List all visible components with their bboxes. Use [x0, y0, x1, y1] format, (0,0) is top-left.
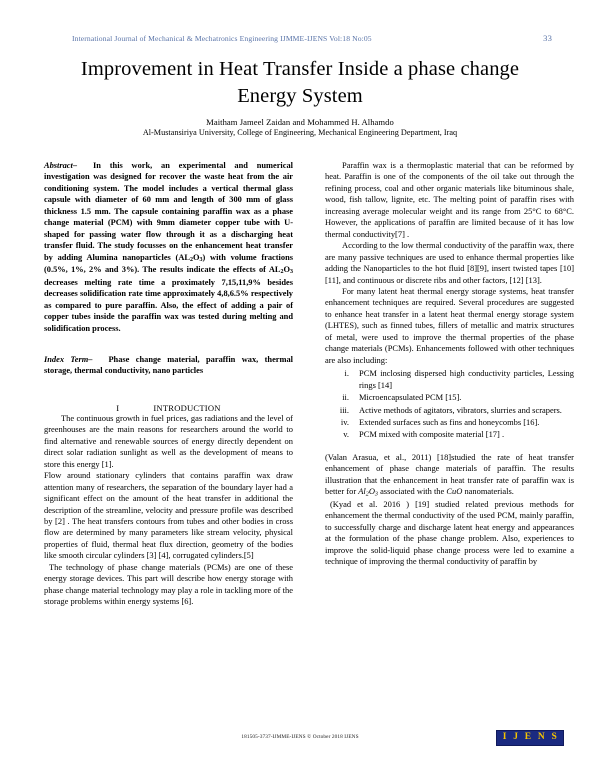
formula-cuo: CuO — [446, 486, 463, 497]
list-marker: ii. — [342, 392, 349, 403]
intro-paragraph-2: Flow around stationary cylinders that contains paraffin wax draw attention many of researchers, the separation of the boundary layer had a significant effect on the amount of the heat transfer in additional the description of the streamline, velocity and pressure profile was described by [2] . The heat transfers contours from tubes and other bodies in cross flow are determined by many parameters like stream velocity, physical properties of fluid, thermal heat flux direction, geometry of the bodies like smooth circular cylinders [3] [4], corrugated cylinders.[5] — [44, 470, 293, 561]
enhancement-techniques-list — [325, 368, 574, 441]
list-marker: i. — [344, 368, 349, 379]
list-item — [325, 392, 574, 403]
ijens-logo: I J E N S — [496, 730, 564, 746]
abstract-text-o2: O — [283, 265, 290, 275]
section-number: I — [116, 402, 120, 413]
intro-paragraph-3: The technology of phase change materials (PCMs) are one of these energy storage devices. This part will describe how energy storage with phase change material technology may play a role in tackling more of the storage problems within energy systems [6]. — [44, 561, 293, 607]
list-text: Active methods of agitators, vibrators, slurries and scrapers. — [359, 404, 562, 415]
body-columns — [44, 160, 574, 724]
abstract-text-c: decreases melting rate time a proximately 7,15,11,9% besides decreases solidification rate time approximately 4,8,6.5% respectively as compared to pure paraffin. Also, the effect of adding a pair of copper tubes inside the paraffin wax was tested during melting and solidification process. — [44, 277, 293, 333]
abstract-sub-4: 3 — [289, 269, 293, 276]
abstract-sub-3: 2 — [280, 269, 284, 276]
formula-sub-3: 3 — [374, 491, 378, 498]
right-para4-text-c: nanomaterials. — [462, 486, 514, 497]
list-text: PCM inclosing dispersed high conductivity particles, Lessing rings [14] — [359, 368, 574, 390]
abstract-sub-1: 2 — [189, 256, 193, 263]
formula-o: O — [368, 486, 375, 497]
abstract-label: Abstract– — [44, 161, 78, 170]
abstract-text-a: In this work, an experimental and numerical investigation was designed for recover the waste heat from the air conditioning system. The model includes a vertical thermal glass capsule with diameter of 60 mm and length of 300 mm of glass thickness 1.5 mm. The capsule containing paraffin wax as a phase change material (PCM) with 9mm diameter copper tube with U-shaped for passing water flow through it as a discharging heat transfer fluid. The study focusses on the enhancement heat transfer by adding Alumina nanoparticles (AL — [44, 161, 293, 262]
index-terms-paragraph — [44, 354, 293, 377]
page-title — [36, 56, 564, 109]
right-para4-text-b: associated with the — [377, 486, 447, 497]
left-column — [44, 160, 293, 724]
list-item — [325, 405, 574, 416]
running-header — [72, 33, 558, 43]
title-line-2: Energy System — [237, 84, 363, 107]
title-block — [36, 56, 564, 139]
abstract-sub-2: 3 — [199, 256, 203, 263]
right-paragraph-1: Paraffin wax is a thermoplastic material that can be reformed by heat. Paraffin is one of the components of the oil take out through the refining process, coal and other organic materials like bituminous shale, wood, fish tallow, lignite, etc. The melting point of paraffin rises with increasing average molecular weight and its range from 25°C to 68°C. However, the applications of paraffin are limited because of it has low thermal conductivity[7] . — [325, 160, 574, 239]
page-footer — [0, 730, 600, 756]
abstract-text-b: ) with volume fractions (0.5%, 1%, 2% and 3%). The results indicate the effects of AL — [44, 252, 293, 275]
author-list: Maitham Jameel Zaidan and Mohammed H. Alhamdo — [206, 117, 394, 128]
right-paragraph-4 — [325, 452, 574, 499]
right-column — [315, 160, 574, 724]
index-terms-text: Phase change material, paraffin wax, thermal storage, thermal conductivity, nano particles — [44, 355, 293, 376]
affiliation: Al-Mustansiriya University, College of Engineering, Mechanical Engineering Department, Iraq — [142, 128, 458, 138]
list-text: Microencapsulated PCM [15]. — [359, 392, 462, 403]
right-paragraph-2: According to the low thermal conductivity of the paraffin wax, there are many passive techniques are used to enhance thermal properties like adding the Nanoparticles to the hot fluid [8][9], insert twisted tapes [10] [11], and continuous or discrete ribs and other factors, [12] [13]. — [325, 240, 574, 285]
list-text: Extended surfaces such as fins and honeycombs [16]. — [359, 416, 540, 427]
right-paragraph-3: For many latent heat thermal energy storage systems, heat transfer enhancement techniques are required. Several procedures are suggested to enhance heat transfer in a latent heat thermal energy storage system (LHTES), such as finned tubes, fillers of metallic and matrix structures of metal, were used to improve the thermal properties of the phase change materials (PCMs). Enhancements followed with other techniques are also including: — [325, 285, 574, 365]
index-terms-label: Index Term– — [44, 355, 93, 364]
right-paragraph-5: (Kyad et al. 2016 ) [19] studied related previous methods for enhancement the thermal conductivity of the used PCM, mainly paraffin, to successfully charge and discharge latent heat energy and appearances at the formulation of the phase change problem. Also, experiences to improve the solid-liquid phase change process were led to examine a technique of improving the thermal conductivity of paraffin by — [325, 498, 574, 567]
abstract-paragraph — [44, 160, 293, 334]
right-para4-text-a: (Valan Arasua, et al., 2011) [18]studied the rate of heat transfer enhancement of phase change materials of paraffin. The results illustration that the enhancement in heat transfer rate of paraffin wax is better for — [325, 451, 574, 497]
list-text: PCM mixed with composite material [17] . — [359, 429, 505, 440]
list-item — [325, 417, 574, 428]
page-number: 33 — [543, 33, 552, 43]
list-marker: v. — [343, 429, 349, 440]
intro-paragraph-1: The continuous growth in fuel prices, gas radiations and the level of greenhouses are the main reasons for researchers around the world to find alternative and renewable sources of energy directly dependent on direct solar radiation sunlight as well as the development of means to store this energy [1]. — [44, 412, 293, 469]
abstract-text-o1: O — [192, 252, 200, 262]
list-item — [325, 429, 574, 440]
title-line-1: Improvement in Heat Transfer Inside a phase change — [80, 58, 520, 80]
list-marker: iii. — [339, 404, 349, 415]
formula-al: Al — [358, 486, 366, 497]
list-marker: iv. — [340, 416, 349, 427]
section-heading-introduction — [44, 403, 293, 413]
journal-header-text: International Journal of Mechanical & Mechatronics Engineering IJMME-IJENS Vol:18 No:05 — [72, 34, 372, 43]
formula-al2o3 — [358, 486, 378, 496]
formula-sub-2: 2 — [365, 491, 369, 498]
section-title: INTRODUCTION — [153, 402, 221, 413]
footer-article-code: 181505-3737-IJMME-IJENS © October 2018 IJENS — [241, 734, 359, 740]
list-item — [325, 368, 574, 391]
